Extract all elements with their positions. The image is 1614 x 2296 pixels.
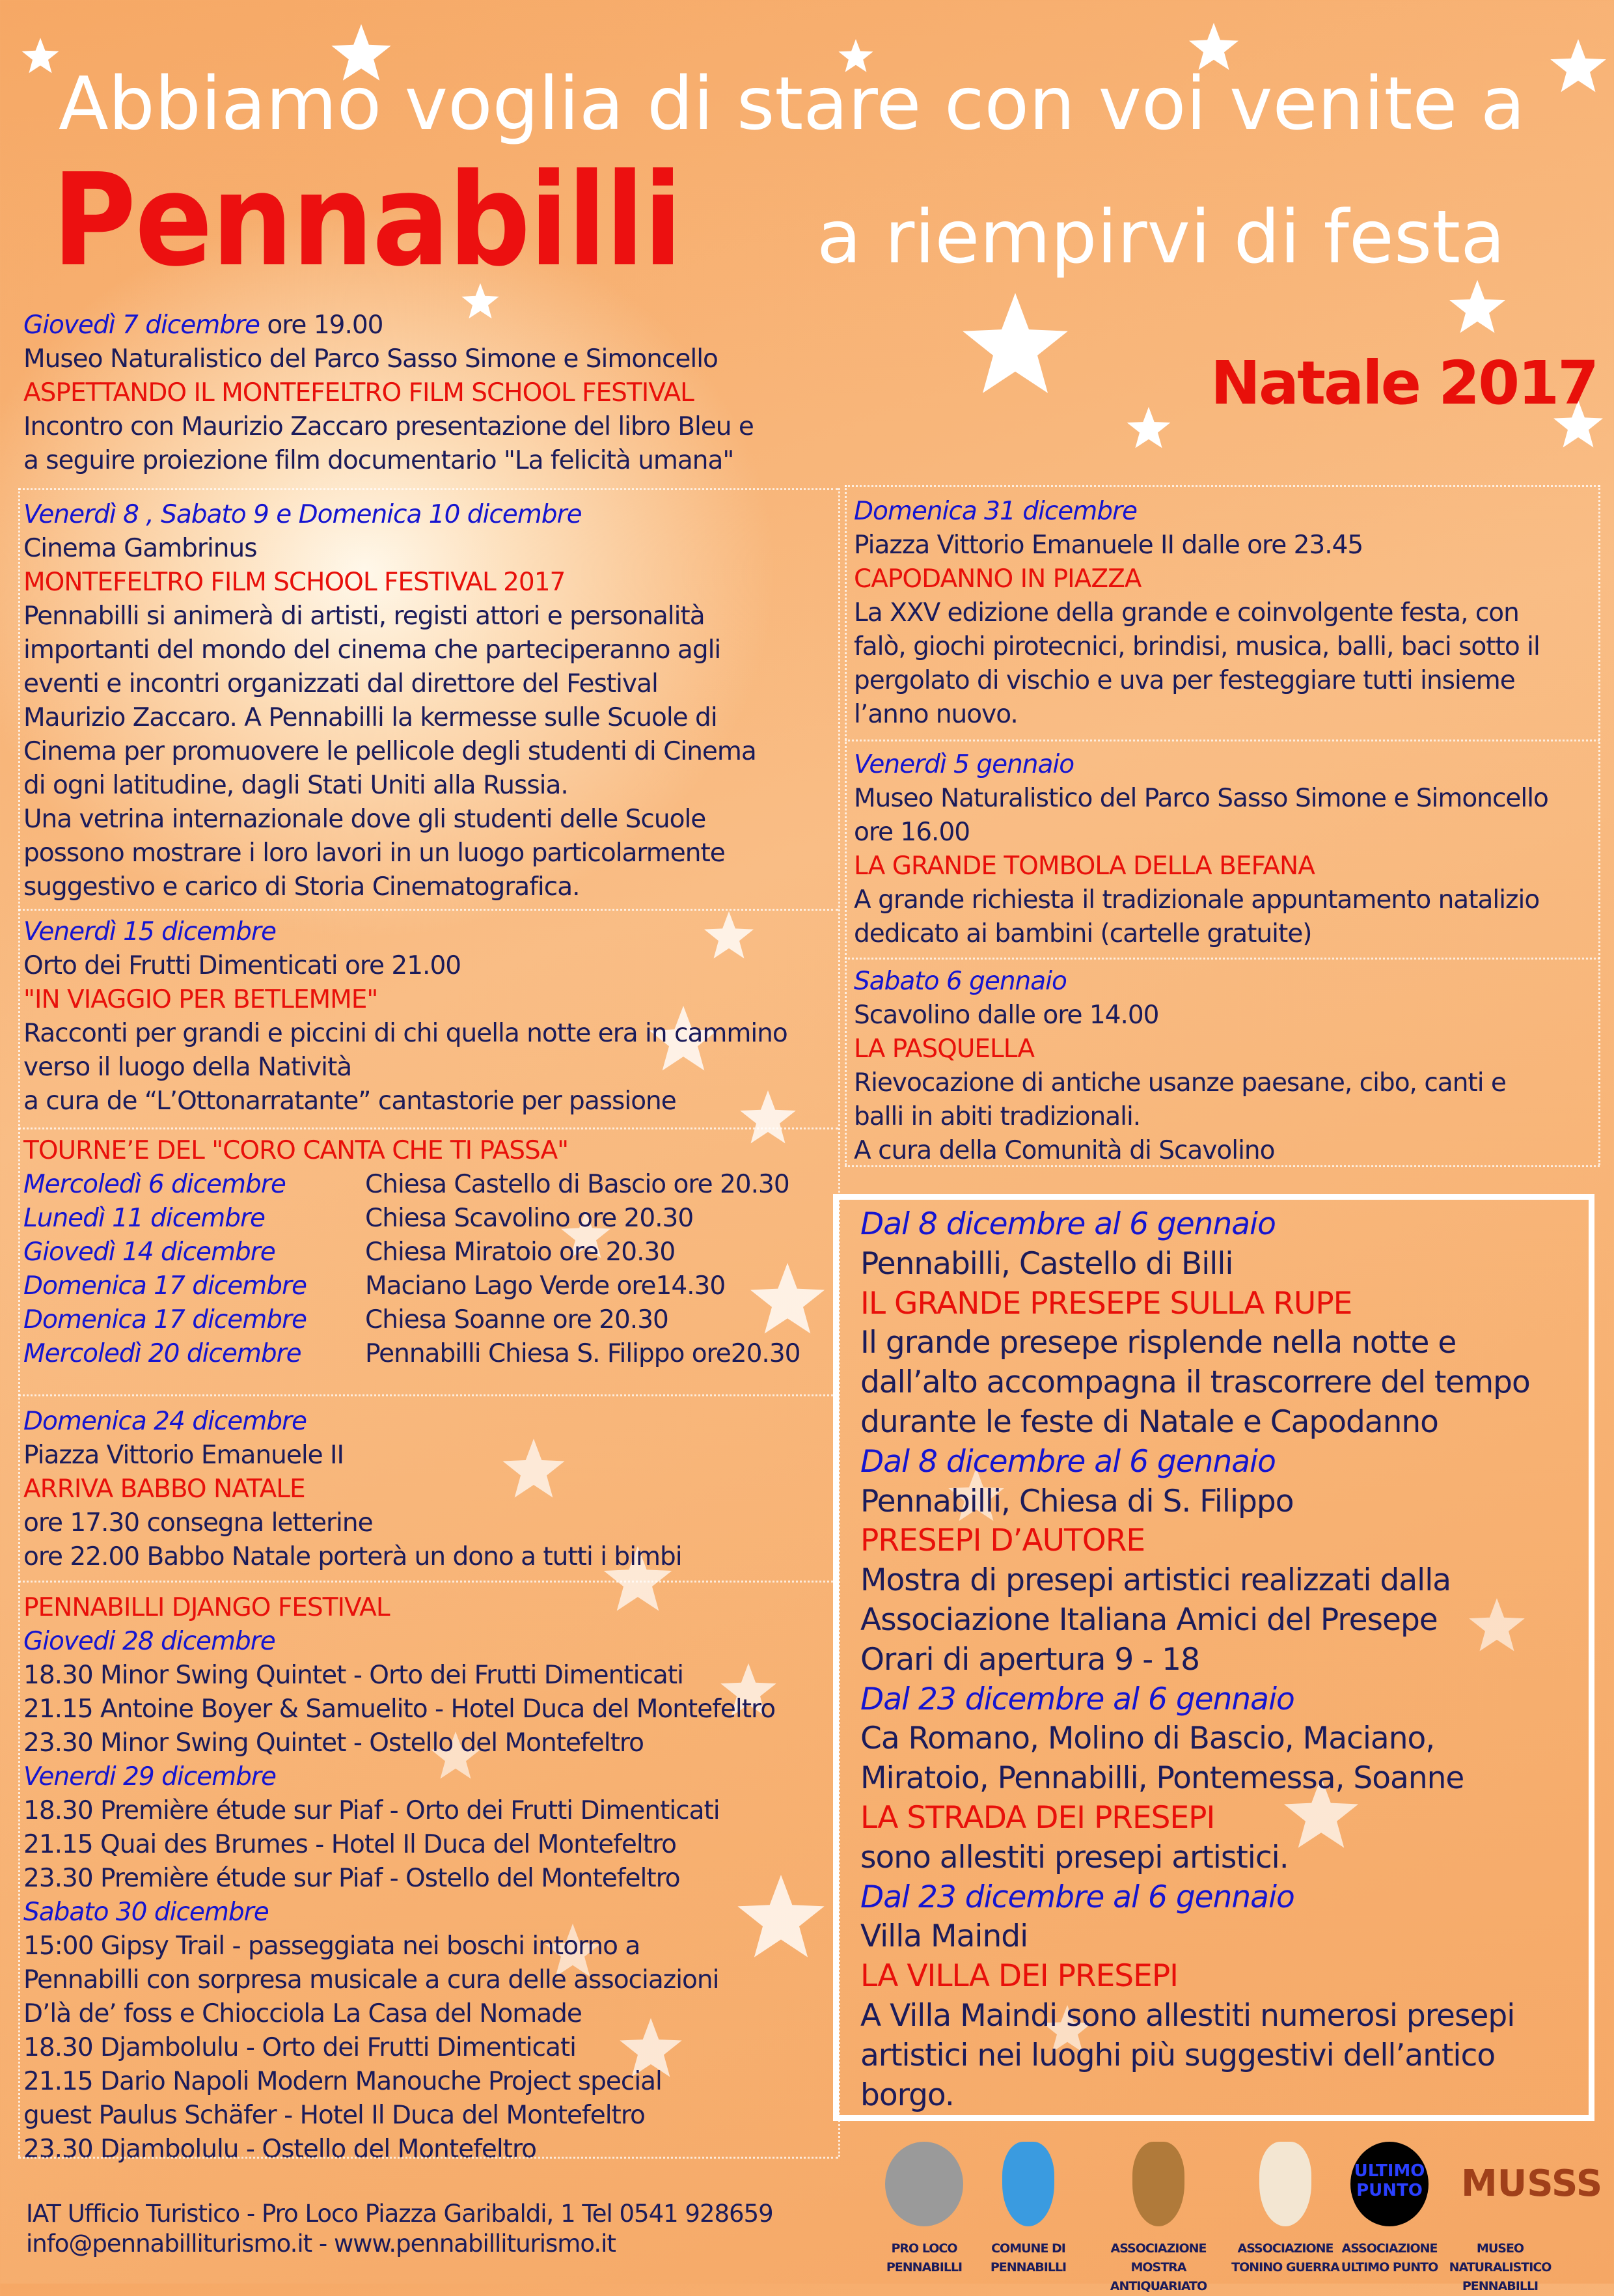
event-line (860, 1284, 1530, 1324)
divider (845, 740, 1600, 741)
caption-line: MUSEO NATURALISTICO (1449, 2241, 1552, 2275)
event-text: Associazione Italiana Amici del Presepe (860, 1601, 1438, 1638)
event-text: Museo Naturalistico del Parco Sasso Simone e Simoncello (854, 784, 1548, 813)
event-line (860, 1680, 1530, 1720)
logo-ultimo-punto (1331, 2142, 1448, 2275)
event-title: ARRIVA BABBO NATALE (23, 1474, 305, 1504)
event-text: Cinema Gambrinus (23, 534, 257, 563)
event-line (854, 596, 1540, 630)
caption-line: ASSOCIAZIONE (1237, 2241, 1334, 2256)
event-line (23, 1693, 775, 1726)
event-line (23, 1051, 787, 1085)
event-date: Lunedì 11 dicembre (23, 1204, 265, 1233)
event-line (23, 1540, 682, 1574)
event-date: Domenica 24 dicembre (23, 1407, 307, 1436)
event-line (23, 1760, 775, 1794)
event-line (860, 1403, 1530, 1443)
event-line (23, 2099, 775, 2133)
event-text: 23.30 Djambolulu - Ostello del Montefeltro (23, 2135, 537, 2164)
event-title: LA STRADA DEI PRESEPI (860, 1799, 1215, 1836)
event-date: Dal 23 dicembre al 6 gennaio (860, 1681, 1294, 1717)
event-text: ore 16.00 (854, 818, 970, 847)
event-date: Mercoledì 20 dicembre (23, 1339, 301, 1368)
event-text: Rievocazione di antiche usanze paesane, cibo, canti e (854, 1068, 1506, 1098)
event-line (23, 633, 756, 667)
event-line (854, 999, 1506, 1032)
event-line (23, 410, 754, 444)
event-line (854, 495, 1540, 529)
footer-contact (26, 2199, 773, 2259)
event-line (23, 1929, 775, 1963)
divider (845, 958, 1600, 960)
event-text: Il grande presepe risplende nella notte e (860, 1325, 1457, 1361)
event-line (854, 782, 1548, 816)
event-text: dedicato ai bambini (cartelle gratuite) (854, 919, 1312, 948)
event-text: Miratoio, Pennabilli, Pontemessa, Soanne (860, 1760, 1464, 1797)
event-text: durante le feste di Natale e Capodanno (860, 1404, 1438, 1440)
event-date: Giovedì 14 dicembre (23, 1238, 275, 1267)
event-line (854, 630, 1540, 664)
event-text: a seguire proiezione film documentario "La felicità umana" (23, 446, 734, 475)
caption-line: PENNABILLI (990, 2260, 1067, 2275)
event-line (23, 1168, 789, 1202)
event-line (23, 667, 756, 701)
event-text: possono mostrare i loro lavori in un luogo particolarmente (23, 838, 725, 868)
event-title: "IN VIAGGIO PER BETLEMME" (23, 985, 378, 1014)
event-text: Museo Naturalistico del Parco Sasso Simone e Simoncello (23, 344, 718, 374)
event-line (23, 1896, 775, 1929)
event-line (854, 850, 1548, 883)
event-line (860, 1205, 1530, 1245)
caption-line: TONINO GUERRA (1231, 2260, 1339, 2275)
event-title: CAPODANNO IN PIAZZA (854, 564, 1142, 594)
event-text: Maciano Lago Verde ore14.30 (365, 1271, 726, 1301)
event-text: ore 17.30 consegna letterine (23, 1508, 373, 1538)
event-line (854, 1032, 1506, 1066)
event-line (23, 1085, 787, 1118)
event-text: eventi e incontri organizzati dal direttore del Festival (23, 669, 658, 698)
event-text: Chiesa Soanne ore 20.30 (365, 1305, 668, 1335)
event-venerdi-8 (23, 498, 756, 904)
event-text: artistici nei luoghi più suggestivi dell’antico (860, 2037, 1496, 2073)
logo-tonino-guerra (1227, 2142, 1344, 2275)
event-text: 18.30 Minor Swing Quintet - Orto dei Frutti Dimenticati (23, 1661, 683, 1690)
event-line (23, 1794, 775, 1828)
event-text: Una vetrina internazionale dove gli studenti delle Scuole (23, 805, 706, 834)
event-line (23, 1134, 568, 1168)
event-title: IL GRANDE PRESEPE SULLA RUPE (860, 1285, 1352, 1321)
edition-title: Natale 2017 (1210, 348, 1598, 418)
divider (838, 488, 840, 2157)
event-venerdi-5 (854, 748, 1548, 951)
event-line (854, 562, 1540, 596)
star-icon (1550, 39, 1606, 92)
event-text: A Villa Maindi sono allestiti numerosi presepi (860, 1997, 1515, 2034)
event-line (23, 532, 756, 566)
tonino-guerra-emblem-icon (1259, 2142, 1311, 2226)
event-line (23, 2133, 775, 2166)
event-line (23, 1337, 800, 1371)
event-text: Mostra di presepi artistici realizzati dalla (860, 1562, 1451, 1599)
logo-comune (970, 2142, 1087, 2275)
star-icon (22, 38, 59, 73)
pro-loco-emblem-icon (885, 2142, 963, 2226)
event-text: 23.30 Première étude sur Piaf - Ostello del Montefeltro (23, 1864, 680, 1893)
event-line (854, 816, 1548, 850)
event-text: Pennabilli si animerà di artisti, registi attori e personalità (23, 602, 705, 631)
event-date: Dal 8 dicembre al 6 gennaio (860, 1206, 1276, 1242)
event-line (23, 1625, 775, 1659)
event-line (860, 2036, 1530, 2076)
logo-mostra-antiquariato (1100, 2142, 1217, 2293)
event-line (854, 698, 1540, 732)
event-line (23, 1997, 775, 2031)
event-line (854, 1066, 1506, 1100)
event-line (23, 870, 756, 904)
event-text: l’anno nuovo. (854, 700, 1018, 729)
event-line (23, 983, 787, 1017)
event-sabato-6 (854, 965, 1506, 1168)
event-text: Villa Maindi (860, 1918, 1028, 1955)
event-text: La XXV edizione della grande e coinvolgente festa, con (854, 598, 1519, 628)
event-text: 15:00 Gipsy Trail - passeggiata nei boschi intorno a (23, 1931, 640, 1961)
event-text: Incontro con Maurizio Zaccaro presentazione del libro Bleu e (23, 412, 754, 441)
event-line (860, 1245, 1530, 1284)
musss-emblem-icon: MUSSS (1461, 2163, 1603, 2205)
event-line (23, 769, 756, 803)
event-line (860, 1917, 1530, 1957)
event-text: a cura de “L’Ottonarratante” cantastorie per passione (23, 1086, 676, 1116)
event-text: Orari di apertura 9 - 18 (860, 1641, 1199, 1678)
logo-caption (1429, 2239, 1572, 2296)
divider (18, 1581, 838, 1583)
event-text: sono allestiti presepi artistici. (860, 1839, 1289, 1875)
event-line (854, 1100, 1506, 1134)
event-line (23, 1591, 775, 1625)
caption-line: ASSOCIAZIONE (1110, 2241, 1207, 2256)
event-title: TOURNE’E DEL "CORO CANTA CHE TI PASSA" (23, 1136, 569, 1165)
headline-invite: Abbiamo voglia di stare con voi venite a (59, 62, 1525, 146)
footer-web[interactable]: info@pennabilliturismo.it - www.pennabilliturismo.it (26, 2230, 616, 2258)
headline-town: Pennabilli (52, 146, 681, 295)
event-date: Domenica 17 dicembre (23, 1305, 307, 1335)
divider (1598, 485, 1600, 1165)
event-giovedi-7 (23, 309, 754, 478)
event-line (23, 1303, 668, 1337)
event-line (860, 1719, 1530, 1759)
event-text: 23.30 Minor Swing Quintet - Ostello del Montefeltro (23, 1728, 644, 1758)
caption-line: ASSOCIAZIONE (1341, 2241, 1438, 2256)
event-text: Ca Romano, Molino di Bascio, Maciano, (860, 1721, 1435, 1757)
caption-line: COMUNE DI (991, 2241, 1065, 2256)
event-line (23, 1236, 676, 1269)
event-date: Venerdì 5 gennaio (854, 750, 1074, 779)
event-domenica-24 (23, 1405, 682, 1574)
event-text: falò, giochi pirotecnici, brindisi, musica, balli, baci sotto il (854, 632, 1540, 661)
event-date: Dal 8 dicembre al 6 gennaio (860, 1443, 1276, 1480)
event-date: Giovedi 28 dicembre (23, 1627, 275, 1656)
event-line (23, 600, 756, 633)
event-text: Pennabilli, Chiesa di S. Filippo (860, 1483, 1294, 1519)
event-line (23, 1862, 775, 1896)
event-line (23, 342, 754, 376)
event-text: dall’alto accompagna il trascorrere del tempo (860, 1364, 1530, 1401)
event-line (860, 1323, 1530, 1363)
logo-caption (957, 2239, 1100, 2277)
event-line (854, 664, 1540, 698)
divider (845, 485, 847, 1165)
event-text: 21.15 Dario Napoli Modern Manouche Project special (23, 2067, 662, 2096)
comune-emblem-icon (1002, 2142, 1054, 2226)
divider (845, 485, 1600, 487)
event-date: Mercoledì 6 dicembre (23, 1170, 286, 1199)
event-line (23, 1439, 682, 1473)
event-domenica-31 (854, 495, 1540, 732)
event-line (23, 1726, 775, 1760)
caption-line: PENNABILLI (886, 2260, 963, 2275)
star-icon (963, 293, 1068, 393)
event-line (860, 1482, 1530, 1522)
event-text: 21.15 Quai des Brumes - Hotel Il Duca del Montefeltro (23, 1830, 677, 1859)
star-icon (750, 1263, 825, 1334)
event-text: ore 22.00 Babbo Natale porterà un dono a tutti i bimbi (23, 1542, 682, 1571)
event-text: importanti del mondo del cinema che parteciperanno agli (23, 635, 721, 665)
event-date: Venerdì 15 dicembre (23, 917, 276, 947)
event-title: LA PASQUELLA (854, 1034, 1035, 1064)
footer-address: IAT Ufficio Turistico - Pro Loco Piazza Garibaldi, 1 Tel 0541 928659 (26, 2200, 773, 2228)
event-line (23, 1405, 682, 1439)
event-coro (23, 1134, 800, 1371)
event-line (23, 735, 756, 769)
event-text: Chiesa Miratoio ore 20.30 (365, 1238, 676, 1267)
event-text: A grande richiesta il tradizionale appuntamento natalizio (854, 885, 1540, 915)
event-line (23, 2065, 775, 2099)
divider (18, 1127, 838, 1129)
event-text: 21.15 Antoine Boyer & Samuelito - Hotel Duca del Montefeltro (23, 1694, 776, 1724)
event-title: LA GRANDE TOMBOLA DELLA BEFANA (854, 851, 1315, 881)
star-icon (1127, 407, 1171, 448)
event-django (23, 1591, 775, 2166)
event-title: MONTEFELTRO FILM SCHOOL FESTIVAL 2017 (23, 568, 566, 597)
event-text: Maurizio Zaccaro. A Pennabilli la kermesse sulle Scuole di (23, 703, 717, 732)
event-title: LA VILLA DEI PRESEPI (860, 1958, 1179, 1995)
event-text: di ogni latitudine, dagli Stati Uniti alla Russia. (23, 771, 568, 800)
event-line (23, 1473, 682, 1506)
event-text: Piazza Vittorio Emanuele II (23, 1441, 344, 1470)
event-line (23, 1017, 787, 1051)
divider (18, 488, 20, 2157)
event-text: A cura della Comunità di Scavolino (854, 1136, 1275, 1165)
event-line (860, 1799, 1530, 1838)
event-line (854, 529, 1540, 562)
event-line (854, 917, 1548, 951)
event-line (23, 837, 756, 870)
event-line (23, 915, 787, 949)
logo-musss (1442, 2142, 1603, 2293)
event-line (860, 1997, 1530, 2036)
divider (18, 1394, 838, 1396)
event-line (860, 1878, 1530, 1918)
event-title: ASPETTANDO IL MONTEFELTRO FILM SCHOOL FESTIVAL (23, 378, 694, 408)
event-line (860, 1521, 1530, 1561)
event-title: PRESEPI D’AUTORE (860, 1523, 1145, 1559)
event-date: Domenica 31 dicembre (854, 497, 1137, 526)
event-text: Pennabilli con sorpresa musicale a cura delle associazioni (23, 1965, 719, 1995)
event-line (23, 376, 754, 410)
event-line (23, 309, 754, 342)
event-text: Pennabilli, Castello di Billi (860, 1245, 1233, 1282)
event-line (860, 1838, 1530, 1878)
event-line (860, 1601, 1530, 1640)
event-line (860, 1443, 1530, 1482)
logo-caption (1087, 2239, 1230, 2296)
event-date: Venerdì 8 , Sabato 9 e Domenica 10 dicembre (23, 500, 582, 529)
event-line (23, 1963, 775, 1997)
event-line (23, 1659, 775, 1693)
event-line (23, 2031, 775, 2065)
event-line (860, 1957, 1530, 1997)
event-title: PENNABILLI DJANGO FESTIVAL (23, 1593, 390, 1622)
event-line (23, 1202, 694, 1236)
event-date: Sabato 30 dicembre (23, 1898, 269, 1927)
caption-line: PENNABILLI (1462, 2279, 1539, 2293)
event-text: guest Paulus Schäfer - Hotel Il Duca del Montefeltro (23, 2101, 645, 2130)
event-text: pergolato di vischio e uva per festeggiare tutti insieme (854, 666, 1515, 695)
event-line (23, 949, 787, 983)
event-line (854, 883, 1548, 917)
event-text: Cinema per promuovere le pellicole degli studenti di Cinema (23, 737, 756, 766)
event-text: ore 19.00 (260, 311, 383, 340)
divider (18, 909, 838, 911)
event-text: 18.30 Djambolulu - Orto dei Frutti Dimenticati (23, 2033, 576, 2062)
logo-pro-loco (866, 2142, 983, 2275)
event-text: verso il luogo della Natività (23, 1053, 352, 1082)
event-presepi (860, 1205, 1530, 2115)
event-text: Orto dei Frutti Dimenticati ore 21.00 (23, 951, 461, 980)
event-text: balli in abiti tradizionali. (854, 1102, 1141, 1131)
event-line (23, 1506, 682, 1540)
event-text: Racconti per grandi e piccini di chi quella notte era in cammino (23, 1019, 787, 1048)
star-icon (1449, 280, 1505, 333)
event-line (23, 498, 756, 532)
event-line (860, 1363, 1530, 1403)
divider (845, 1165, 1600, 1167)
event-line (860, 1640, 1530, 1680)
event-text: Pennabilli Chiesa S. Filippo ore20.30 (365, 1339, 800, 1368)
mostra-antiquariato-emblem-icon (1132, 2142, 1184, 2226)
event-line (23, 701, 756, 735)
event-line (854, 1134, 1506, 1168)
event-text: 18.30 Première étude sur Piaf - Orto dei Frutti Dimenticati (23, 1796, 720, 1825)
event-text: borgo. (860, 2077, 954, 2113)
event-line (23, 444, 754, 478)
event-line (23, 1828, 775, 1862)
ultimo-punto-emblem-icon: ULTIMO PUNTO (1350, 2142, 1429, 2226)
event-line (23, 1269, 726, 1303)
event-text: Chiesa Scavolino ore 20.30 (365, 1204, 694, 1233)
event-date: Sabato 6 gennaio (854, 967, 1067, 996)
event-text: Scavolino dalle ore 14.00 (854, 1001, 1159, 1030)
divider (18, 488, 838, 490)
event-text: Chiesa Castello di Bascio ore 20.30 (365, 1170, 789, 1199)
event-text: D’là de’ foss e Chiocciola La Casa del Nomade (23, 1999, 582, 2028)
event-date: Venerdi 29 dicembre (23, 1762, 276, 1791)
event-line (860, 1561, 1530, 1601)
event-date: Domenica 17 dicembre (23, 1271, 307, 1301)
event-line (23, 566, 756, 600)
event-line (860, 1759, 1530, 1799)
event-date: Dal 23 dicembre al 6 gennaio (860, 1879, 1294, 1915)
event-text: Piazza Vittorio Emanuele II dalle ore 23.45 (854, 531, 1363, 560)
caption-line: PRO LOCO (891, 2241, 957, 2256)
caption-line: MOSTRA ANTIQUARIATO (1110, 2260, 1207, 2293)
event-line (854, 965, 1506, 999)
event-line (854, 748, 1548, 782)
event-text: suggestivo e carico di Storia Cinematografica. (23, 872, 580, 902)
event-date: Giovedì 7 dicembre (23, 311, 260, 340)
event-line (860, 2076, 1530, 2116)
headline-festa: a riempirvi di festa (817, 195, 1505, 280)
event-line (23, 803, 756, 837)
caption-line: ULTIMO PUNTO (1341, 2260, 1438, 2275)
divider (18, 2157, 838, 2159)
event-venerdi-15 (23, 915, 787, 1118)
